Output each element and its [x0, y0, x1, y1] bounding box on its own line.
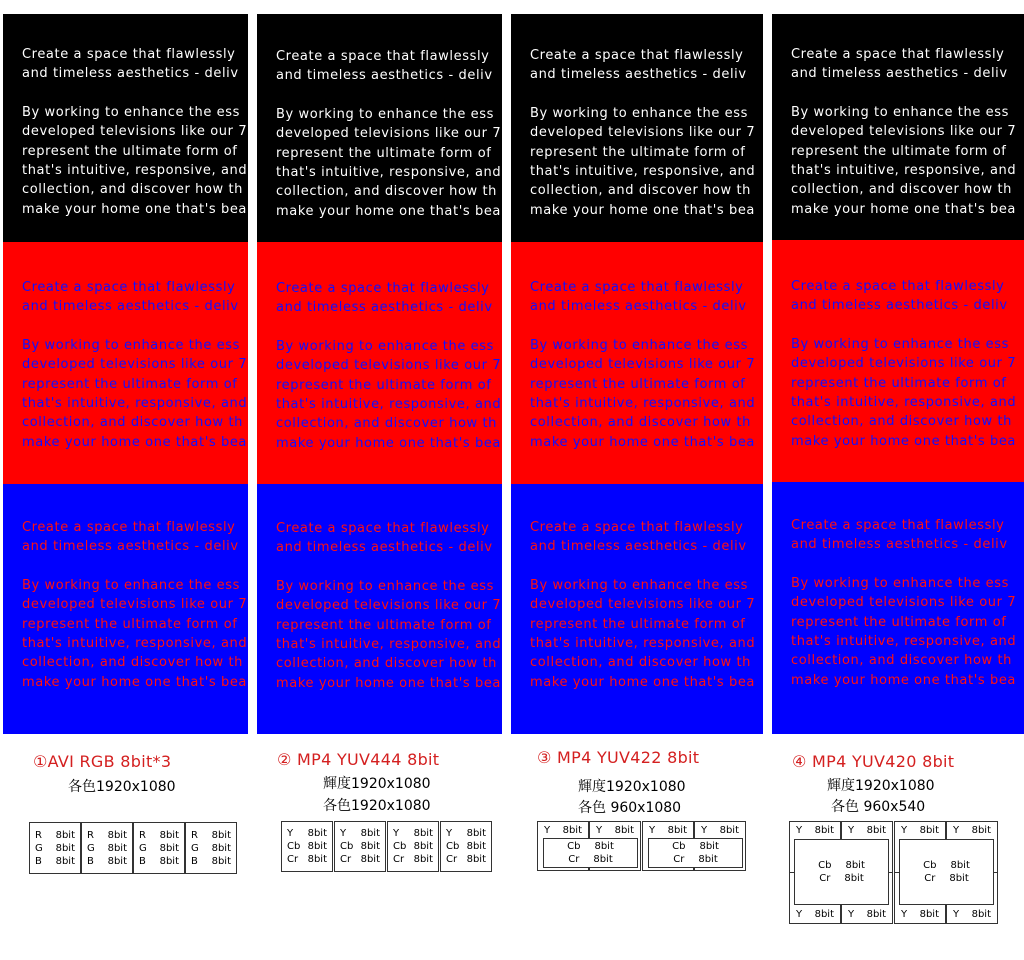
channel-label [538, 822, 588, 839]
channel-name: Y [901, 909, 908, 920]
format-resolution: 輝度1920x1080 [323, 776, 431, 792]
format-title-1: ①AVI RGB 8bit*3 [33, 752, 172, 771]
sample-text-line: Create a space that flawlessly [276, 521, 490, 536]
channel-name: B [35, 855, 42, 867]
sample-paragraphs [22, 45, 247, 219]
channel-label [441, 853, 491, 866]
channel-name: Cb [567, 841, 581, 852]
channel-label [388, 853, 438, 866]
bit-depth: 8bit [699, 841, 719, 852]
sample-text-line: Create a space that flawlessly [276, 49, 490, 64]
channel-label [82, 842, 132, 855]
sample-text-line: collection, and discover how th [791, 653, 1013, 669]
channel-name: R [191, 829, 198, 841]
channel-label [818, 859, 865, 872]
bit-depth: 8bit [413, 828, 433, 839]
sample-text-line: make your home one that's bea [530, 674, 755, 690]
sample-text-line: that's intuitive, responsive, and [22, 163, 248, 179]
sample-text-line: represent the ultimate form of [791, 614, 1007, 630]
channel-name: Y [649, 825, 656, 836]
sample-text-line: By working to enhance the ess [791, 104, 1009, 120]
sample-text-line: that's intuitive, responsive, and [276, 165, 502, 181]
channel-name: Y [287, 828, 294, 839]
sample-text-line: make your home one that's bea [22, 201, 247, 217]
sample-text-line: Create a space that flawlessly [22, 47, 236, 62]
sample-text-line: that's intuitive, responsive, and [791, 163, 1017, 179]
channel-name: Cr [568, 854, 580, 865]
color-band-band1 [3, 14, 248, 242]
sample-text-line: make your home one that's bea [276, 435, 501, 451]
format-resolution: 輝度1920x1080 [827, 778, 935, 794]
bit-depth: 8bit [814, 825, 834, 836]
sample-text-line: that's intuitive, responsive, and [791, 634, 1017, 650]
bit-depth: 8bit [950, 860, 970, 871]
sample-text-line: represent the ultimate form of [791, 143, 1007, 159]
channel-name: Y [953, 825, 960, 836]
sample-text-line: collection, and discover how th [530, 655, 752, 671]
bit-depth: 8bit [614, 825, 634, 836]
sample-text-line: collection, and discover how th [276, 656, 498, 672]
channel-name: Cb [818, 860, 832, 871]
channel-name: G [35, 842, 43, 854]
sample-text-line: that's intuitive, responsive, and [276, 397, 502, 413]
format-resolution: 各色 960x540 [831, 799, 926, 815]
channel-label [924, 872, 969, 885]
sample-text-line: Create a space that flawlessly [791, 47, 1005, 62]
sample-text-line: represent the ultimate form of [530, 616, 746, 632]
sample-text-line: By working to enhance the ess [276, 578, 494, 594]
channel-name: Cb [340, 841, 354, 852]
channel-name: Cb [393, 841, 407, 852]
bit-depth: 8bit [413, 854, 433, 865]
channel-label [441, 827, 491, 840]
sample-text-line: Create a space that flawlessly [276, 281, 490, 296]
sample-text-line: collection, and discover how th [22, 182, 244, 198]
channel-name: Cb [287, 841, 301, 852]
sample-text-line: collection, and discover how th [530, 183, 752, 199]
channel-label [590, 822, 640, 839]
bit-depth: 8bit [949, 873, 969, 884]
channel-label [134, 829, 184, 842]
pixel-box-yuv444 [334, 821, 386, 872]
bit-depth: 8bit [107, 842, 127, 854]
sample-text-line: and timeless aesthetics - deliv [791, 66, 1008, 82]
bit-depth: 8bit [55, 842, 75, 854]
bit-depth: 8bit [814, 909, 834, 920]
sample-text-line: that's intuitive, responsive, and [22, 396, 248, 412]
bit-depth: 8bit [919, 825, 939, 836]
channel-name: R [87, 829, 94, 841]
channel-label [30, 842, 80, 855]
channel-label [82, 829, 132, 842]
channel-name: Y [953, 909, 960, 920]
bit-depth: 8bit [211, 842, 231, 854]
channel-label [947, 822, 997, 839]
channel-label [388, 827, 438, 840]
channel-label [643, 822, 693, 839]
color-band-band2 [257, 242, 502, 484]
channel-name: Cr [819, 873, 831, 884]
channel-label [947, 908, 997, 923]
sample-column-2 [257, 14, 502, 734]
channel-name: Y [446, 828, 453, 839]
sample-text-line: make your home one that's bea [276, 675, 501, 691]
sample-text-line: Create a space that flawlessly [530, 520, 744, 535]
sample-text-line: and timeless aesthetics - deliv [791, 537, 1008, 553]
format-title-3: ③ MP4 YUV422 8bit [537, 748, 700, 767]
sample-text-line: and timeless aesthetics - deliv [791, 298, 1008, 314]
sample-text-line: that's intuitive, responsive, and [276, 637, 502, 653]
sample-column-4 [772, 14, 1024, 734]
color-band-band2 [3, 242, 248, 484]
bit-depth: 8bit [844, 873, 864, 884]
channel-name: Cb [672, 841, 686, 852]
bit-depth: 8bit [360, 841, 380, 852]
color-band-band3 [257, 484, 502, 734]
sample-text-line: and timeless aesthetics - deliv [530, 299, 747, 315]
channel-name: Cb [446, 841, 460, 852]
sample-text-line: represent the ultimate form of [22, 376, 238, 392]
bit-depth: 8bit [159, 855, 179, 867]
channel-name: Y [340, 828, 347, 839]
color-band-band3 [772, 482, 1024, 734]
sample-text-line: make your home one that's bea [530, 202, 755, 218]
channel-name: Y [544, 825, 551, 836]
sample-text-line: collection, and discover how th [22, 415, 244, 431]
bit-depth: 8bit [360, 854, 380, 865]
sample-text-line: developed televisions like our 7 [22, 124, 248, 140]
bit-depth: 8bit [307, 841, 327, 852]
format-resolution: 各色1920x1080 [68, 779, 176, 795]
channel-label [568, 853, 613, 866]
sample-text-line: By working to enhance the ess [530, 105, 748, 121]
sample-text-line: that's intuitive, responsive, and [791, 395, 1017, 411]
sample-text-line: and timeless aesthetics - deliv [276, 540, 493, 556]
sample-text-line: make your home one that's bea [22, 434, 247, 450]
channel-name: Y [701, 825, 708, 836]
channel-label [673, 853, 718, 866]
bit-depth: 8bit [211, 855, 231, 867]
sample-text-line: developed televisions like our 7 [530, 357, 756, 373]
sample-text-line: developed televisions like our 7 [276, 126, 502, 142]
channel-label [819, 872, 864, 885]
bit-depth: 8bit [360, 828, 380, 839]
sample-text-line: that's intuitive, responsive, and [530, 164, 756, 180]
sample-paragraphs [22, 518, 247, 692]
channel-name: Cb [923, 860, 937, 871]
color-band-band2 [772, 240, 1024, 482]
bit-depth: 8bit [107, 829, 127, 841]
sample-paragraphs [276, 47, 501, 221]
channel-label [282, 853, 332, 866]
channel-label [672, 840, 719, 853]
sample-paragraphs [791, 277, 1016, 451]
channel-name: G [139, 842, 147, 854]
sample-text-line: developed televisions like our 7 [22, 357, 248, 373]
sample-text-line: Create a space that flawlessly [22, 520, 236, 535]
channel-name: Y [796, 825, 803, 836]
sample-text-line: By working to enhance the ess [791, 336, 1009, 352]
bit-depth: 8bit [719, 825, 739, 836]
pixel-box-yuv444 [281, 821, 333, 872]
sample-paragraphs [791, 45, 1016, 219]
sample-text-line: represent the ultimate form of [22, 143, 238, 159]
sample-text-line: developed televisions like our 7 [530, 597, 756, 613]
channel-label [30, 855, 80, 868]
sample-text-line: and timeless aesthetics - deliv [22, 66, 239, 82]
channel-label [282, 827, 332, 840]
bit-depth: 8bit [466, 841, 486, 852]
bit-depth: 8bit [866, 825, 886, 836]
pixel-box-rgb [133, 822, 185, 874]
bit-depth: 8bit [307, 828, 327, 839]
bit-depth: 8bit [307, 854, 327, 865]
sample-text-line: By working to enhance the ess [791, 575, 1009, 591]
sample-text-line: Create a space that flawlessly [530, 280, 744, 295]
channel-label [790, 908, 840, 923]
format-title-4: ④ MP4 YUV420 8bit [792, 752, 955, 771]
color-band-band3 [511, 484, 763, 734]
sample-paragraphs [530, 518, 755, 692]
sample-text-line: make your home one that's bea [791, 672, 1016, 688]
sample-text-line: that's intuitive, responsive, and [22, 636, 248, 652]
color-band-band1 [511, 14, 763, 242]
channel-label [30, 829, 80, 842]
channel-name: Cr [924, 873, 936, 884]
channel-label [695, 822, 745, 839]
sample-text-line: represent the ultimate form of [22, 616, 238, 632]
sample-text-line: developed televisions like our 7 [791, 124, 1017, 140]
bit-depth: 8bit [211, 829, 231, 841]
sample-paragraphs [276, 279, 501, 453]
sample-text-line: collection, and discover how th [791, 414, 1013, 430]
sample-text-line: make your home one that's bea [791, 433, 1016, 449]
channel-name: B [87, 855, 94, 867]
channel-label [82, 855, 132, 868]
chroma-box-shared [794, 839, 889, 905]
channel-name: G [87, 842, 95, 854]
channel-label [567, 840, 614, 853]
sample-text-line: represent the ultimate form of [276, 145, 492, 161]
channel-name: Cr [340, 854, 352, 865]
channel-label [186, 842, 236, 855]
sample-paragraphs [791, 516, 1016, 690]
channel-label [842, 908, 892, 923]
sample-text-line: Create a space that flawlessly [791, 518, 1005, 533]
bit-depth: 8bit [667, 825, 687, 836]
sample-text-line: collection, and discover how th [276, 184, 498, 200]
sample-text-line: represent the ultimate form of [791, 375, 1007, 391]
channel-label [134, 842, 184, 855]
channel-label [923, 859, 970, 872]
color-band-band3 [3, 484, 248, 734]
sample-text-line: represent the ultimate form of [530, 376, 746, 392]
sample-text-line: developed televisions like our 7 [276, 598, 502, 614]
channel-name: B [139, 855, 146, 867]
bit-depth: 8bit [159, 842, 179, 854]
bit-depth: 8bit [55, 829, 75, 841]
sample-text-line: By working to enhance the ess [22, 577, 240, 593]
channel-name: Y [596, 825, 603, 836]
channel-label [335, 853, 385, 866]
format-resolution: 各色 960x1080 [578, 800, 682, 816]
bit-depth: 8bit [594, 841, 614, 852]
sample-text-line: By working to enhance the ess [22, 104, 240, 120]
color-band-band1 [257, 14, 502, 242]
channel-label [282, 840, 332, 853]
bit-depth: 8bit [107, 855, 127, 867]
bit-depth: 8bit [593, 854, 613, 865]
bit-depth: 8bit [466, 828, 486, 839]
bit-depth: 8bit [919, 909, 939, 920]
chroma-box-shared [543, 838, 638, 868]
channel-label [186, 829, 236, 842]
sample-text-line: make your home one that's bea [791, 201, 1016, 217]
sample-text-line: and timeless aesthetics - deliv [530, 539, 747, 555]
sample-text-line: By working to enhance the ess [530, 337, 748, 353]
format-resolution: 輝度1920x1080 [578, 779, 686, 795]
bit-depth: 8bit [866, 909, 886, 920]
sample-paragraphs [276, 519, 501, 693]
channel-label [335, 827, 385, 840]
pixel-box-rgb [81, 822, 133, 874]
sample-text-line: and timeless aesthetics - deliv [22, 539, 239, 555]
channel-label [790, 822, 840, 839]
sample-text-line: make your home one that's bea [22, 674, 247, 690]
sample-text-line: developed televisions like our 7 [22, 597, 248, 613]
channel-name: Cr [287, 854, 299, 865]
sample-text-line: Create a space that flawlessly [791, 279, 1005, 294]
bit-depth: 8bit [845, 860, 865, 871]
sample-text-line: represent the ultimate form of [276, 377, 492, 393]
color-band-band1 [772, 14, 1024, 240]
sample-text-line: developed televisions like our 7 [791, 356, 1017, 372]
sample-text-line: developed televisions like our 7 [791, 595, 1017, 611]
sample-column-1 [3, 14, 248, 734]
sample-text-line: collection, and discover how th [276, 416, 498, 432]
sample-text-line: make your home one that's bea [276, 203, 501, 219]
channel-name: B [191, 855, 198, 867]
bit-depth: 8bit [466, 854, 486, 865]
channel-name: Cr [393, 854, 405, 865]
sample-paragraphs [22, 278, 247, 452]
sample-text-line: Create a space that flawlessly [22, 280, 236, 295]
sample-text-line: developed televisions like our 7 [276, 358, 502, 374]
sample-text-line: and timeless aesthetics - deliv [276, 68, 493, 84]
bit-depth: 8bit [971, 825, 991, 836]
channel-name: R [35, 829, 42, 841]
channel-name: Y [901, 825, 908, 836]
sample-paragraphs [530, 46, 755, 220]
bit-depth: 8bit [159, 829, 179, 841]
channel-label [134, 855, 184, 868]
channel-label [895, 822, 945, 839]
sample-text-line: By working to enhance the ess [530, 577, 748, 593]
sample-text-line: represent the ultimate form of [276, 617, 492, 633]
bit-depth: 8bit [562, 825, 582, 836]
channel-name: G [191, 842, 199, 854]
channel-label [335, 840, 385, 853]
channel-name: Y [796, 909, 803, 920]
sample-text-line: that's intuitive, responsive, and [530, 396, 756, 412]
channel-label [441, 840, 491, 853]
channel-name: Y [848, 825, 855, 836]
sample-text-line: developed televisions like our 7 [530, 125, 756, 141]
bit-depth: 8bit [55, 855, 75, 867]
sample-text-line: make your home one that's bea [530, 434, 755, 450]
channel-name: Y [393, 828, 400, 839]
sample-text-line: Create a space that flawlessly [530, 48, 744, 63]
sample-text-line: represent the ultimate form of [530, 144, 746, 160]
sample-text-line: and timeless aesthetics - deliv [276, 300, 493, 316]
sample-text-line: By working to enhance the ess [22, 337, 240, 353]
sample-text-line: By working to enhance the ess [276, 106, 494, 122]
sample-text-line: collection, and discover how th [22, 655, 244, 671]
pixel-box-rgb [29, 822, 81, 874]
sample-text-line: and timeless aesthetics - deliv [22, 299, 239, 315]
channel-label [895, 908, 945, 923]
pixel-box-yuv444 [440, 821, 492, 872]
bit-depth: 8bit [698, 854, 718, 865]
sample-text-line: By working to enhance the ess [276, 338, 494, 354]
channel-name: Cr [446, 854, 458, 865]
bit-depth: 8bit [413, 841, 433, 852]
chroma-box-shared [899, 839, 994, 905]
channel-label [186, 855, 236, 868]
channel-label [388, 840, 438, 853]
color-band-band2 [511, 242, 763, 484]
pixel-box-yuv444 [387, 821, 439, 872]
channel-label [842, 822, 892, 839]
channel-name: Cr [673, 854, 685, 865]
format-title-2: ② MP4 YUV444 8bit [277, 750, 440, 769]
sample-text-line: that's intuitive, responsive, and [530, 636, 756, 652]
format-resolution: 各色1920x1080 [323, 798, 431, 814]
channel-name: Y [848, 909, 855, 920]
bit-depth: 8bit [971, 909, 991, 920]
sample-column-3 [511, 14, 763, 734]
channel-name: R [139, 829, 146, 841]
sample-text-line: collection, and discover how th [530, 415, 752, 431]
sample-text-line: and timeless aesthetics - deliv [530, 67, 747, 83]
sample-text-line: collection, and discover how th [791, 182, 1013, 198]
chroma-box-shared [648, 838, 743, 868]
sample-paragraphs [530, 278, 755, 452]
pixel-box-rgb [185, 822, 237, 874]
